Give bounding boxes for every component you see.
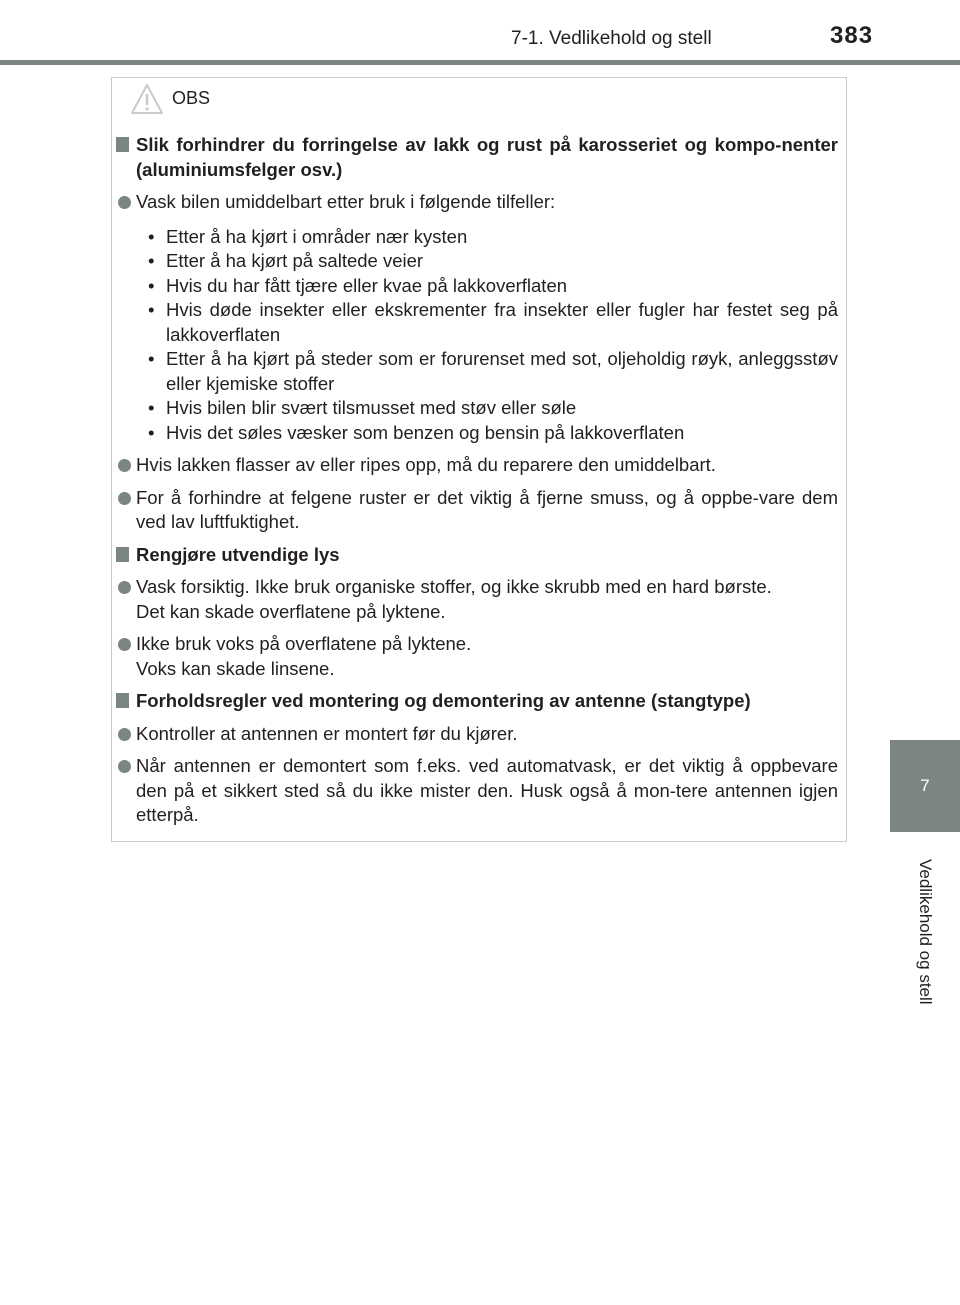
caution-header: [112, 78, 846, 122]
chapter-tab-number: 7: [890, 740, 960, 832]
caution-box: [111, 77, 847, 842]
section-title: Rengjøre utvendige lys: [136, 543, 340, 565]
list-item: [116, 453, 838, 478]
list-item: [116, 486, 838, 535]
section-marker-icon: [116, 547, 129, 562]
bullet-dot-icon: [118, 459, 131, 472]
sub-bullet-list: [136, 225, 838, 446]
item-text: Ikke bruk voks på overflatene på lyktene.: [136, 633, 472, 654]
bullet-dot-icon: [118, 492, 131, 505]
header-divider: [0, 60, 960, 65]
caution-title: OBS: [172, 88, 211, 108]
bullet-dot-icon: [118, 760, 131, 773]
list-item: [116, 722, 838, 747]
item-text: Vask forsiktig. Ikke bruk organiske stoffer, og ikke skrubb med en hard børste.: [136, 576, 772, 597]
bullet-dot-icon: [118, 196, 131, 209]
list-item: [116, 575, 838, 624]
list-item: [116, 632, 838, 681]
sub-bullet: • Hvis bilen blir svært tilsmusset med støv eller søle: [148, 396, 838, 421]
caution-content: [116, 133, 838, 836]
sub-bullet: • Hvis døde insekter eller ekskrementer fra insekter eller fugler har festet seg på lakkoverflaten: [148, 298, 838, 347]
list-item: [116, 754, 838, 828]
item-text: Hvis lakken flasser av eller ripes opp, må du reparere den umiddelbart.: [136, 454, 716, 475]
section-title: Slik forhindrer du forringelse av lakk og rust på karosseriet og kompo-nenter (aluminiumsfelger osv.): [136, 134, 838, 180]
sub-bullet: • Etter å ha kjørt på saltede veier: [148, 249, 838, 274]
sub-bullet: • Hvis du har fått tjære eller kvae på lakkoverflaten: [148, 274, 838, 299]
section-antenna: [116, 689, 838, 714]
sub-bullet: • Hvis det søles væsker som benzen og bensin på lakkoverflaten: [148, 421, 838, 446]
item-text: Kontroller at antennen er montert før du kjører.: [136, 722, 518, 744]
sub-bullet: • Etter å ha kjørt på steder som er forurenset med sot, oljeholdig røyk, anleggsstøv eller kjemiske stoffer: [148, 347, 838, 396]
chapter-tab-label: [890, 832, 960, 1032]
chapter-tab-label-text: Vedlikehold og stell: [916, 859, 935, 1005]
warning-triangle-icon: [130, 83, 164, 120]
section-marker-icon: [116, 693, 129, 708]
bullet-dot-icon: [118, 581, 131, 594]
bullet-dot-icon: [118, 638, 131, 651]
list-item: [116, 190, 838, 445]
sub-bullet: • Etter å ha kjørt i områder nær kysten: [148, 225, 838, 250]
item-note: Voks kan skade linsene.: [136, 657, 335, 679]
header-section-title: 7-1. Vedlikehold og stell: [511, 28, 712, 49]
page-number: 383: [830, 22, 874, 49]
section-marker-icon: [116, 137, 129, 152]
item-note: Det kan skade overflatene på lyktene.: [136, 600, 446, 622]
item-text: Vask bilen umiddelbart etter bruk i følgende tilfeller:: [136, 191, 556, 212]
item-text: Når antennen er demontert som f.eks. ved automatvask, er det viktig å oppbevare den på et sikkert sted så du ikke mister den. Husk også å mon-tere antennen igjen etterpå.: [136, 755, 838, 825]
section-paint-rust: [116, 133, 838, 182]
section-title: Forholdsregler ved montering og demontering av antenne (stangtype): [136, 690, 751, 711]
item-text: For å forhindre at felgene ruster er det viktig å fjerne smuss, og å oppbe-vare dem ved lav luftfuktighet.: [136, 486, 838, 532]
section-exterior-lights: [116, 543, 838, 568]
bullet-dot-icon: [118, 728, 131, 741]
